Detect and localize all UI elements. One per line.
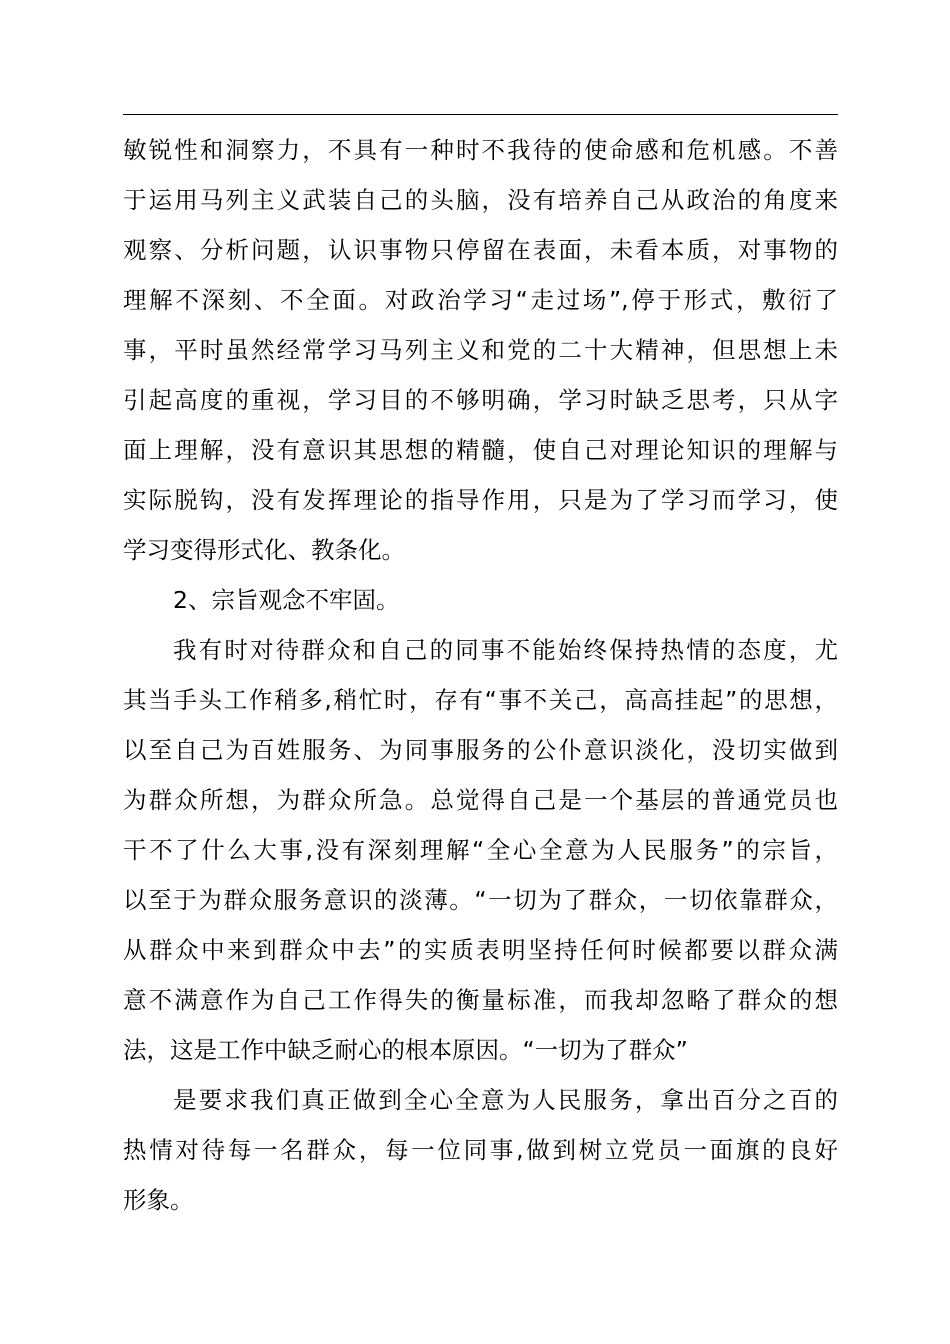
text-line: 学习变得形式化、教条化。	[123, 536, 405, 564]
paragraph-study	[123, 125, 838, 575]
text-line: 观察、分析问题，认识事物只停留在表面，未看本质，对事物的	[123, 236, 838, 264]
text-line: 以至自己为百姓服务、为同事服务的公仆意识淡化，没切实做到	[123, 736, 838, 764]
text-line: 是要求我们真正做到全心全意为人民服务，拿出百分之百的	[173, 1086, 838, 1114]
text-line: 理解不深刻、不全面。对政治学习“走过场”,停于形式，敷衍了	[123, 286, 838, 314]
text-line: 我有时对待群众和自己的同事不能始终保持热情的态度，尤	[173, 636, 838, 664]
text-line: 意不满意作为自己工作得失的衡量标准，而我却忽略了群众的想	[123, 986, 838, 1014]
text-line: 引起高度的重视，学习目的不够明确，学习时缺乏思考，只从字	[123, 386, 838, 414]
text-line: 形象。	[123, 1186, 194, 1214]
header-rule	[123, 114, 838, 115]
paragraph-requirement	[123, 1075, 838, 1225]
text-line: 从群众中来到群众中去”的实质表明坚持任何时候都要以群众满	[123, 936, 838, 964]
text-line: 实际脱钩，没有发挥理论的指导作用，只是为了学习而学习，使	[123, 486, 838, 514]
text-line: 敏锐性和洞察力，不具有一种时不我待的使命感和危机感。不善	[123, 136, 838, 164]
text-line: 法，这是工作中缺乏耐心的根本原因。“一切为了群众”	[123, 1036, 688, 1064]
text-line: 干不了什么大事,没有深刻理解“全心全意为人民服务”的宗旨，	[123, 836, 838, 864]
text-line: 面上理解，没有意识其思想的精髓，使自己对理论知识的理解与	[123, 436, 838, 464]
text-line: 热情对待每一名群众，每一位同事,做到树立党员一面旗的良好	[123, 1136, 838, 1164]
text-line: 事，平时虽然经常学习马列主义和党的二十大精神，但思想上未	[123, 336, 838, 364]
text-line: 其当手头工作稍多,稍忙时，存有“事不关己，高高挂起”的思想，	[123, 686, 838, 714]
document-body	[123, 125, 838, 1225]
text-line: 为群众所想，为群众所急。总觉得自己是一个基层的普通党员也	[123, 786, 838, 814]
text-line: 以至于为群众服务意识的淡薄。“一切为了群众，一切依靠群众，	[123, 886, 838, 914]
paragraph-service	[123, 625, 838, 1075]
text-line: 于运用马列主义武装自己的头脑，没有培养自己从政治的角度来	[123, 186, 838, 214]
section-heading	[123, 575, 838, 625]
heading-line: 2、宗旨观念不牢固。	[173, 586, 400, 614]
